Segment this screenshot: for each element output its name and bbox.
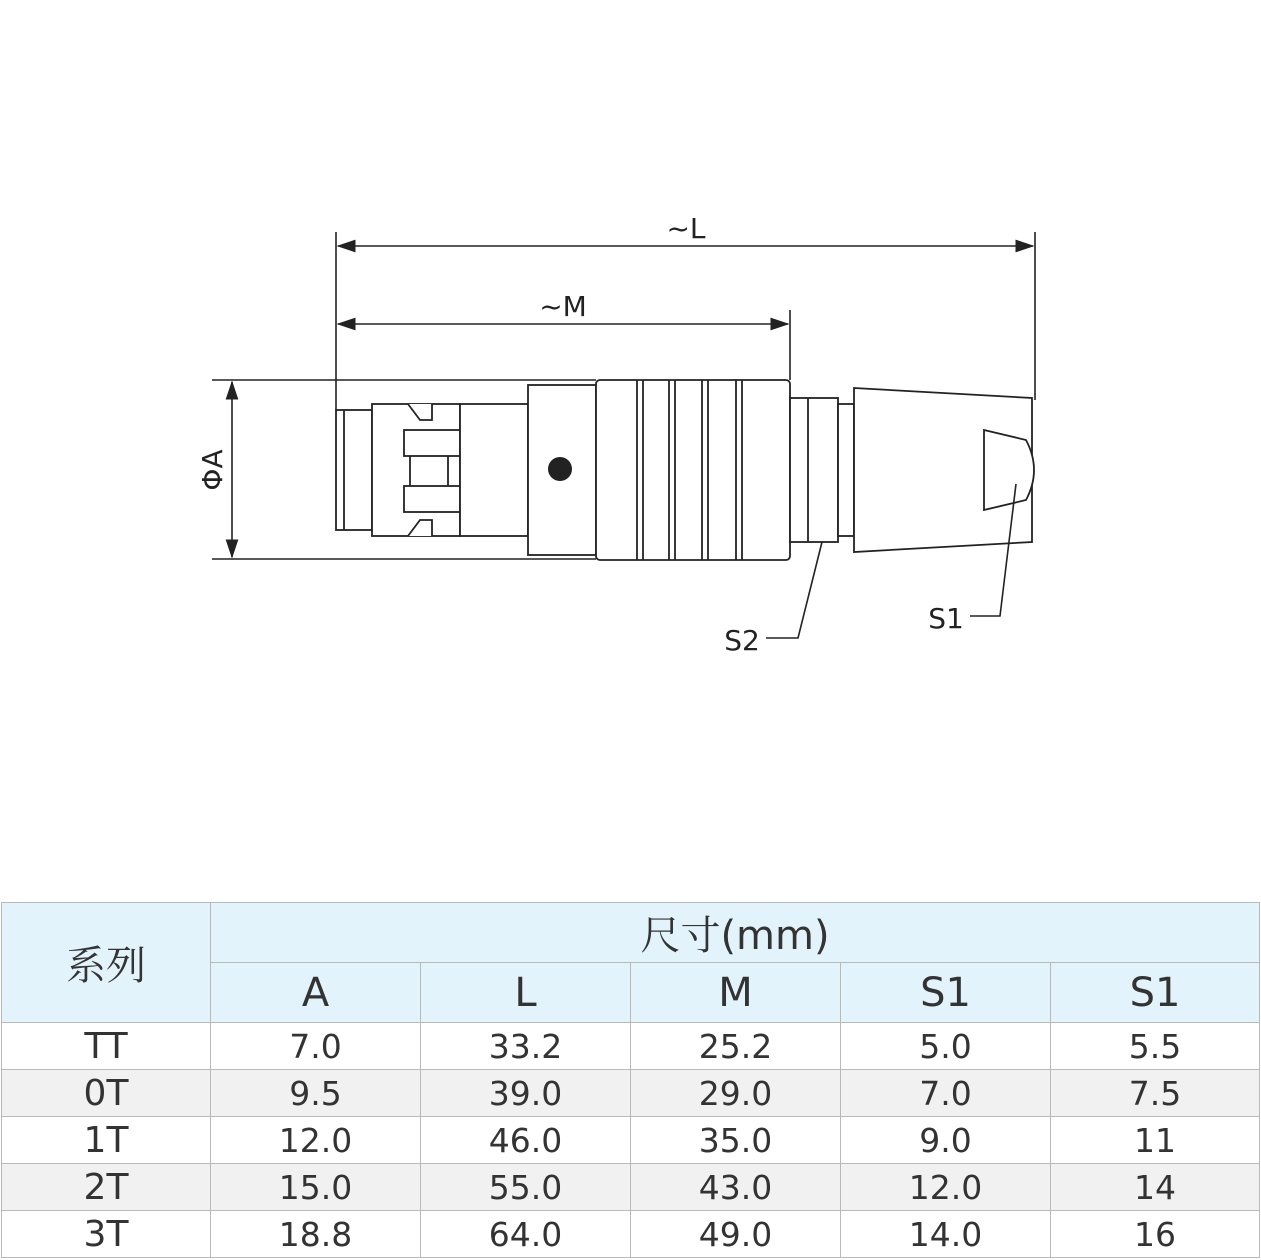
table-row [2, 1023, 1260, 1070]
column-header-s1: S1 [841, 963, 1051, 1023]
value-s1-second: 7.5 [1051, 1070, 1260, 1117]
value-s1: 14.0 [841, 1211, 1051, 1258]
value-s1-second: 14 [1051, 1164, 1260, 1211]
table-row [2, 1211, 1260, 1258]
connector-body [336, 380, 1034, 560]
value-m: 25.2 [631, 1023, 841, 1070]
series-name: 3T [2, 1211, 211, 1258]
mid-length-label: ~M [539, 290, 587, 323]
series-name: 1T [2, 1117, 211, 1164]
value-m: 49.0 [631, 1211, 841, 1258]
value-s1: 5.0 [841, 1023, 1051, 1070]
value-s1: 7.0 [841, 1070, 1051, 1117]
value-a: 15.0 [211, 1164, 421, 1211]
value-a: 18.8 [211, 1211, 421, 1258]
value-s1-second: 5.5 [1051, 1023, 1260, 1070]
value-s1-second: 11 [1051, 1117, 1260, 1164]
value-l: 39.0 [421, 1070, 631, 1117]
table-row [2, 1117, 1260, 1164]
value-m: 29.0 [631, 1070, 841, 1117]
s2-label: S2 [724, 624, 760, 657]
value-s1: 12.0 [841, 1164, 1051, 1211]
dimension-header: 尺寸(mm) [211, 903, 1260, 963]
value-l: 46.0 [421, 1117, 631, 1164]
series-name: 2T [2, 1164, 211, 1211]
value-l: 64.0 [421, 1211, 631, 1258]
locking-dot [548, 457, 572, 481]
dimension-table [1, 902, 1260, 1258]
value-a: 9.5 [211, 1070, 421, 1117]
column-header-s1-second: S1 [1051, 963, 1260, 1023]
s1-label: S1 [928, 602, 964, 635]
column-header-a: A [211, 963, 421, 1023]
series-name: 0T [2, 1070, 211, 1117]
diameter-label: ΦA [196, 449, 229, 491]
value-s1: 9.0 [841, 1117, 1051, 1164]
table-row [2, 1070, 1260, 1117]
value-a: 7.0 [211, 1023, 421, 1070]
column-header-l: L [421, 963, 631, 1023]
value-l: 55.0 [421, 1164, 631, 1211]
series-name: TT [2, 1023, 211, 1070]
value-l: 33.2 [421, 1023, 631, 1070]
value-m: 35.0 [631, 1117, 841, 1164]
value-a: 12.0 [211, 1117, 421, 1164]
series-header: 系列 [2, 903, 211, 1023]
table-row [2, 1164, 1260, 1211]
value-s1-second: 16 [1051, 1211, 1260, 1258]
value-m: 43.0 [631, 1164, 841, 1211]
length-label: ~L [666, 212, 706, 245]
column-header-m: M [631, 963, 841, 1023]
